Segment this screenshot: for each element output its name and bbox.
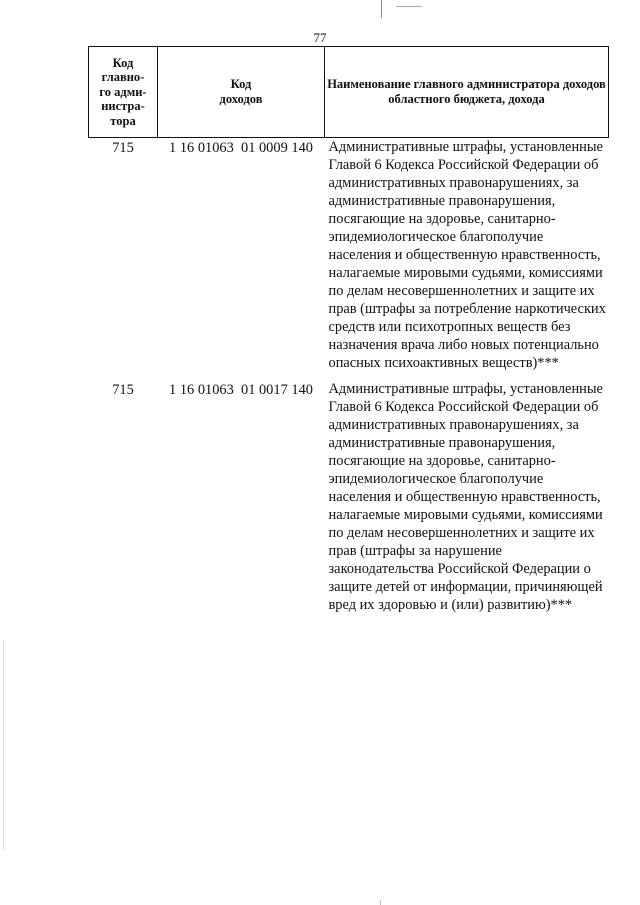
table-row (89, 138, 609, 381)
header-admin-code: Код главно- го адми- нистра- тора (89, 47, 158, 138)
table-row (89, 380, 609, 622)
cell-admin-code: 715 (112, 140, 134, 156)
scan-artifact (396, 6, 422, 7)
cell-income-code: 1 16 01063 01 0009 140 (169, 140, 313, 156)
scan-artifact (380, 900, 381, 905)
header-name: Наименование главного администратора доходов областного бюджета, дохода (325, 47, 609, 138)
header-income-code: Код доходов (158, 47, 325, 138)
scan-artifact (381, 0, 382, 18)
cell-admin-code: 715 (112, 382, 134, 398)
cell-income-code: 1 16 01063 01 0017 140 (169, 382, 313, 398)
scan-artifact (3, 640, 4, 850)
table-header (89, 47, 609, 138)
revenue-table (88, 46, 609, 622)
page-number: 77 (313, 30, 327, 45)
cell-name: Административные штрафы, установленные Главой 6 Кодекса Российской Федерации об административных правонарушениях, за административные правонарушения, посягающие на здоровье, санитарно-эпидемиологическое благополучие населения и общественную нравственность, налагаемые мировыми судьями, комиссиями по делам несовершеннолетних и защите их прав (штрафы за нарушение законодательства Российской Федерации о защите детей от информации, причиняющей вред их здоровью и (или) развитию)*** (328, 381, 603, 613)
cell-name: Административные штрафы, установленные Главой 6 Кодекса Российской Федерации об административных правонарушениях, за административные правонарушения, посягающие на здоровье, санитарно-эпидемиологическое благополучие населения и общественную нравственность, налагаемые мировыми судьями, комиссиями по делам несовершеннолетних и защите их прав (штрафы за потребление наркотических средств или психотропных веществ без назначения врача либо новых потенциально опасных психоактивных веществ)*** (328, 139, 606, 371)
